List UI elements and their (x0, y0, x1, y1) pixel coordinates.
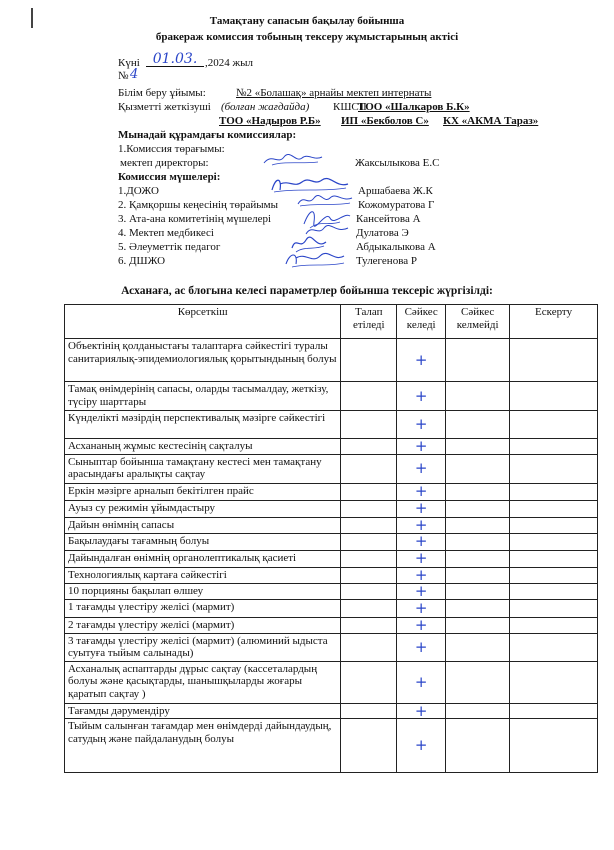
row-indicator: Объектінің қолданыстағы талаптарға сәйкестігі туралы санитариялық-эпидемиологиялық қорытындының болуы (65, 339, 341, 382)
row-indicator: Дайындалған өнімнің органолептикалық қасиеті (65, 550, 341, 567)
number-value: 4 (130, 67, 139, 82)
table-row (65, 439, 598, 455)
compliant-mark: + (397, 339, 446, 382)
table-row (65, 633, 598, 661)
member-name-3: Кансейтова А (356, 213, 421, 225)
chair-name: Жаксылыкова Е.С (355, 157, 440, 169)
compliant-mark: + (397, 633, 446, 661)
provider-label: Қызметті жеткізуші (118, 101, 211, 113)
compliant-mark: + (397, 483, 446, 500)
header-noncompliant: Сәйкес келмейді (446, 305, 510, 339)
table-row (65, 500, 598, 517)
provider-kshsp: КШСП (333, 101, 367, 113)
chair-signature (262, 149, 324, 169)
table-row (65, 533, 598, 550)
row-indicator: Сыныптар бойынша тамақтану кестесі мен тамақтану арасындағы аралықты сақтау (65, 454, 341, 483)
chair-role: мектеп директоры: (120, 157, 209, 169)
org-value: №2 «Болашақ» арнайы мектеп интернаты (236, 87, 432, 99)
compliant-mark: + (397, 550, 446, 567)
member-name-6: Тулегенова Р (356, 255, 417, 267)
provider-note: (болған жағдайда) (221, 101, 310, 113)
org-label: Білім беру ұйымы: (118, 87, 206, 99)
provider-value-1: ТОО «Шалкаров Б.К» (358, 101, 470, 113)
row-indicator: Ауыз су режимін ұйымдастыру (65, 500, 341, 517)
row-indicator: Асхананың жұмыс кестесінің сақталуы (65, 439, 341, 455)
inspection-table (64, 304, 598, 773)
table-row (65, 339, 598, 382)
member-name-5: Абдыкалыкова А (356, 241, 436, 253)
compliant-mark: + (397, 517, 446, 533)
row-indicator: 2 тағамды үлестіру желісі (мармит) (65, 617, 341, 633)
member-role-4: 4. Мектеп медбикесі (118, 227, 214, 239)
table-row (65, 483, 598, 500)
date-value: 01.03. (146, 53, 204, 67)
row-indicator: Дайын өнімнің сапасы (65, 517, 341, 533)
table-row (65, 411, 598, 439)
compliant-mark: + (397, 583, 446, 599)
row-indicator: 3 тағамды үлестіру желісі (мармит) (алюминий ыдыста суытуға тыйым салынады) (65, 633, 341, 661)
member-name-2: Кожомуратова Г (358, 199, 435, 211)
table-row (65, 583, 598, 599)
compliant-mark: + (397, 439, 446, 455)
compliant-mark: + (397, 599, 446, 617)
row-indicator: Асханалық аспаптарды дұрыс сақтау (кассеталардың болуы және қасықтарды, шанышқыларды жоғары қаратып сақтау ) (65, 661, 341, 703)
number-label: № (118, 70, 129, 82)
table-row (65, 703, 598, 719)
compliant-mark: + (397, 533, 446, 550)
row-indicator: 10 порцияны бақылап өлшеу (65, 583, 341, 599)
member-role-5: 5. Әлеуметтік педагог (118, 241, 221, 253)
row-indicator: Еркін мәзірге арналып бекітілген прайс (65, 483, 341, 500)
row-indicator: Тағамды дәрумендіру (65, 703, 341, 719)
member-name-1: Аршабаева Ж.К (358, 185, 433, 197)
table-row (65, 550, 598, 567)
table-row (65, 567, 598, 583)
member-role-1: 1.ДОЖО (118, 185, 159, 197)
member-name-4: Дулатова Э (356, 227, 409, 239)
compliant-mark: + (397, 703, 446, 719)
table-row (65, 517, 598, 533)
compliant-mark: + (397, 500, 446, 517)
row-indicator: Тыйым салынған тағамдар мен өнімдерді дайындаудың, сатудың және пайдаланудың болуы (65, 719, 341, 773)
compliant-mark: + (397, 719, 446, 773)
row-indicator: Күнделікті мәзірдің перспективалық мәзірге сәйкестігі (65, 411, 341, 439)
members-heading: Комиссия мүшелері: (118, 171, 221, 183)
table-header-row (65, 305, 598, 339)
compliant-mark: + (397, 617, 446, 633)
section-title: Асханаға, ас блогына келесі параметрлер бойынша тексеріс жүргізілді: (121, 285, 493, 297)
compliant-mark: + (397, 411, 446, 439)
member-role-2: 2. Қамқоршы кеңесінің төрайымы (118, 199, 278, 211)
table-row (65, 382, 598, 411)
table-row (65, 454, 598, 483)
compliant-mark: + (397, 661, 446, 703)
header-required: Талап етіледі (341, 305, 397, 339)
row-indicator: Технологиялық картаға сәйкестігі (65, 567, 341, 583)
chair-label: 1.Комиссия төрағымы: (118, 143, 225, 155)
compliant-mark: + (397, 567, 446, 583)
table-row (65, 617, 598, 633)
header-indicator: Көрсеткіш (65, 305, 341, 339)
compliant-mark: + (397, 454, 446, 483)
header-compliant: Сәйкес келеді (397, 305, 446, 339)
member-role-6: 6. ДШЖО (118, 255, 166, 267)
row-indicator: Тамақ өнімдерінің сапасы, оларды тасымалдау, жеткізу, түсіру шарттары (65, 382, 341, 411)
header-note: Ескерту (510, 305, 598, 339)
document-title-line2: бракераж комиссия тобының тексеру жұмыстарының актісі (155, 31, 459, 43)
document-title-line1: Тамақтану сапасын бақылау бойынша (209, 15, 405, 27)
date-label: Күні (118, 57, 140, 69)
member-signature-6 (282, 248, 348, 270)
date-suffix: ,2024 жыл (205, 57, 253, 69)
member-role-3: 3. Ата-ана комитетінің мүшелері (118, 213, 272, 225)
table-row (65, 661, 598, 703)
row-indicator: 1 тағамды үлестіру желісі (мармит) (65, 599, 341, 617)
provider-value-2: ТОО «Надыров Р.Б» (219, 115, 321, 127)
provider-value-3: ИП «Бекболов С» (341, 115, 429, 127)
table-row (65, 599, 598, 617)
commission-heading: Мынадай құрамдағы комиссиялар: (118, 129, 297, 141)
compliant-mark: + (397, 382, 446, 411)
row-indicator: Бақылаудағы тағамның болуы (65, 533, 341, 550)
table-row (65, 719, 598, 773)
provider-value-4: КХ «АКМА Тараз» (443, 115, 539, 127)
